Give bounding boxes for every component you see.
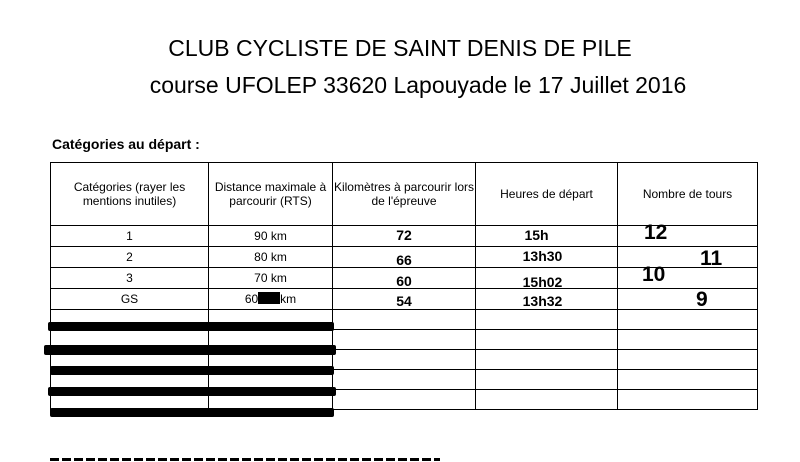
- empty-cell: [618, 370, 758, 390]
- laps-cell: [618, 221, 758, 247]
- km-value: 60: [396, 273, 412, 289]
- start-cell: [476, 226, 618, 247]
- column-header-category: Catégories (rayer les mentions inutiles): [51, 163, 209, 226]
- empty-cell: [476, 390, 618, 410]
- column-header-distance: Distance maximale à parcourir (RTS): [209, 163, 333, 226]
- empty-cell: [333, 310, 476, 330]
- start-value: 15h: [524, 227, 549, 243]
- table-header-row: [51, 163, 758, 226]
- empty-cell: [476, 370, 618, 390]
- laps-value: 10: [642, 263, 666, 286]
- table-row: [51, 289, 758, 310]
- laps-cell: [618, 247, 758, 268]
- km-cell: [333, 226, 476, 247]
- distance-cell: 90 km: [209, 226, 333, 247]
- empty-cell: [476, 310, 618, 330]
- km-cell: [333, 289, 476, 310]
- category-cell: 2: [51, 247, 209, 268]
- category-cell: 1: [51, 226, 209, 247]
- empty-cell: [618, 390, 758, 410]
- distance-cell: [209, 289, 333, 310]
- empty-cell: [618, 330, 758, 350]
- start-value: 13h30: [522, 248, 563, 264]
- laps-value: 9: [696, 288, 708, 311]
- distance-suffix: km: [280, 291, 297, 306]
- km-cell: [333, 247, 476, 268]
- start-value: 13h32: [522, 293, 563, 309]
- empty-cell: [476, 330, 618, 350]
- distance-cell: 70 km: [209, 268, 333, 289]
- distance-cell: 80 km: [209, 247, 333, 268]
- empty-cell: [333, 350, 476, 370]
- km-value: 66: [396, 252, 412, 268]
- start-cell: [476, 247, 618, 268]
- distance-prefix: 60: [244, 291, 259, 306]
- start-cell: [476, 268, 618, 289]
- laps-cell: [618, 263, 758, 289]
- redaction-bar: [48, 387, 336, 396]
- start-value: 15h02: [522, 274, 563, 290]
- table-row: [51, 226, 758, 247]
- page-subtitle: course UFOLEP 33620 Lapouyade le 17 Juillet 2016: [149, 72, 687, 98]
- start-cell: [476, 289, 618, 310]
- column-header-laps: Nombre de tours: [618, 163, 758, 226]
- empty-cell: [618, 350, 758, 370]
- empty-cell: [333, 390, 476, 410]
- redaction-bar: [48, 322, 334, 331]
- section-heading: Catégories au départ :: [52, 136, 200, 152]
- km-value: 72: [396, 227, 412, 243]
- laps-value: 12: [644, 221, 668, 244]
- page-title: CLUB CYCLISTE DE SAINT DENIS DE PILE: [168, 35, 632, 61]
- laps-cell: [618, 289, 758, 310]
- category-cell: GS: [51, 289, 209, 310]
- redaction-bar: [50, 408, 334, 417]
- laps-value: 11: [700, 247, 723, 270]
- empty-cell: [333, 330, 476, 350]
- column-header-start: Heures de départ: [476, 163, 618, 226]
- category-cell: 3: [51, 268, 209, 289]
- redaction-bar: [50, 366, 334, 375]
- redaction-mark: [258, 292, 280, 304]
- empty-cell: [333, 370, 476, 390]
- column-header-km: Kilomètres à parcourir lors de l'épreuve: [333, 163, 476, 226]
- empty-cell: [476, 350, 618, 370]
- table-row: [51, 268, 758, 289]
- empty-cell: [618, 310, 758, 330]
- km-cell: [333, 268, 476, 289]
- redaction-bar: [44, 345, 336, 355]
- km-value: 54: [396, 293, 412, 309]
